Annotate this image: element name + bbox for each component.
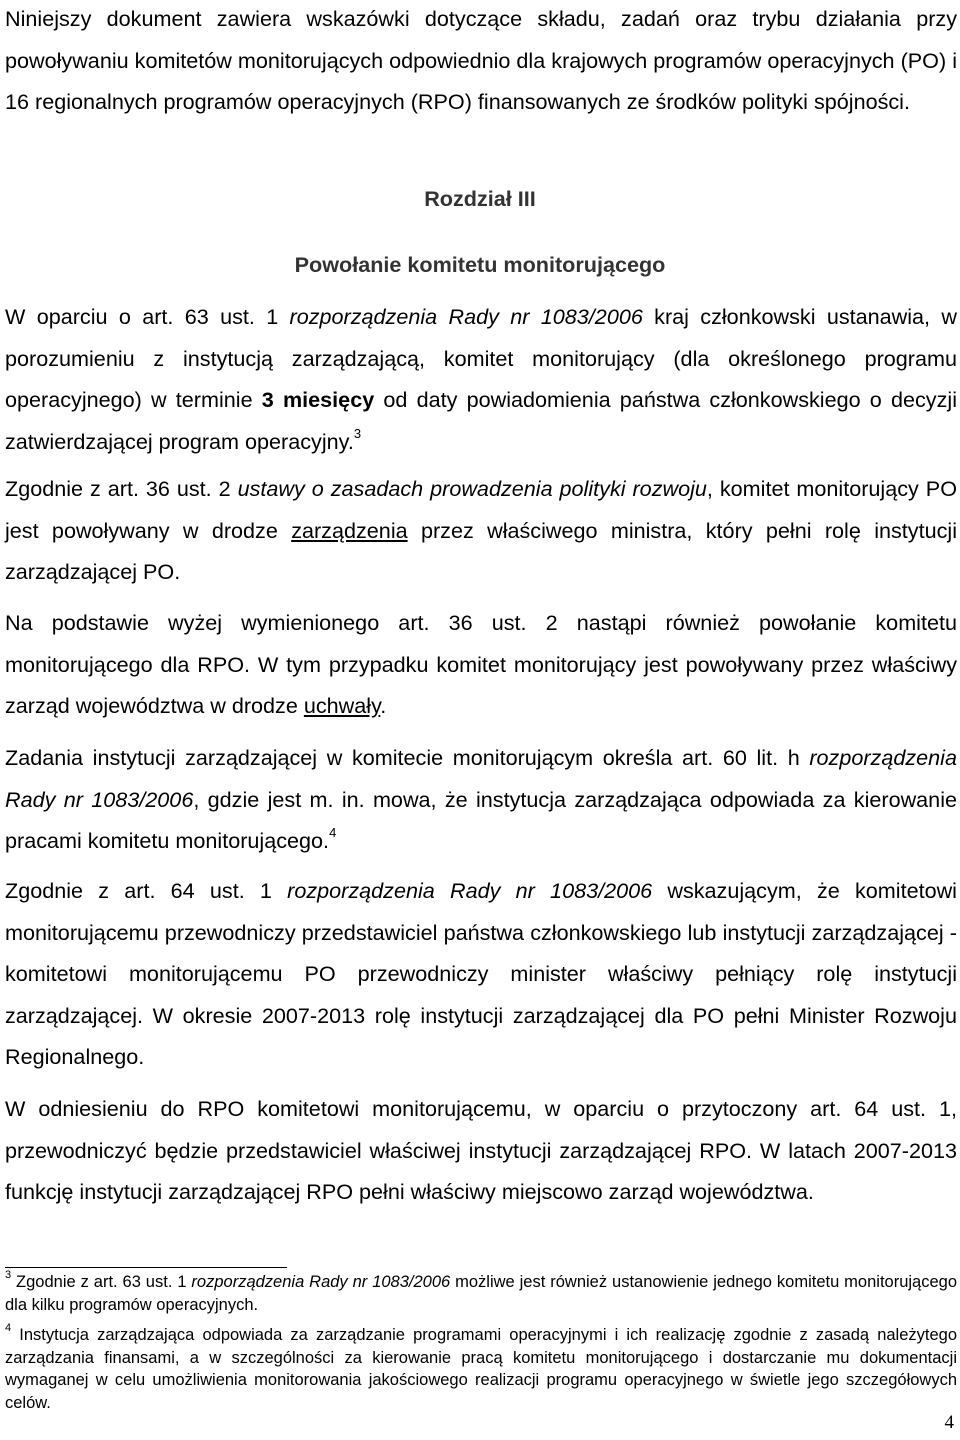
paragraph-4: Zadania instytucji zarządzającej w komitecie monitorującym określa art. 60 lit. h rozporządzenia Rady nr 1083/2006, gdzie jest m. in. mowa, że instytucja zarządzająca odpowiada za kierowanie pracami komitetu monitorującego.$^4$	[5, 745, 957, 853]
footnote-ref-4[interactable]: 4	[329, 825, 337, 840]
underlined-term: uchwały	[303, 693, 381, 718]
footnote-3: $^3$ Zgodnie z art. 63 ust. 1 rozporządzenia Rady nr 1083/2006 możliwe jest również ustanowienie jednego komitetu monitorującego dla kilku programów operacyjnych.	[5, 1269, 957, 1314]
footnote-separator	[5, 1267, 287, 1268]
regulation-reference: rozporządzenia Rady nr 1083/2006	[5, 745, 957, 812]
act-reference: ustawy o zasadach prowadzenia polityki rozwoju	[237, 476, 707, 501]
regulation-reference: rozporządzenia Rady nr 1083/2006	[289, 304, 643, 329]
deadline-emphasis: 3 miesięcy	[261, 387, 375, 412]
paragraph-1: W oparciu o art. 63 ust. 1 rozporządzenia Rady nr 1083/2006 kraj członkowski ustanawia, w porozumieniu z instytucją zarządzającą, komitet monitorujący (dla określonego programu operacyjnego) w terminie 3 miesięcy od daty powiadomienia państwa członkowskiego o decyzji zatwierdzającej program operacyjny.$^3$	[5, 304, 957, 454]
regulation-reference: rozporządzenia Rady nr 1083/2006	[287, 878, 653, 903]
chapter-title: Powołanie komitetu monitorującego	[294, 252, 666, 277]
paragraph-6: W odniesieniu do RPO komitetowi monitorującemu, w oparciu o przytoczony art. 64 ust. 1, przewodniczyć będzie przedstawiciel właściwej instytucji zarządzającej RPO. W latach 2007-2013 funkcję instytucji zarządzającej RPO pełni właściwy miejscowo zarząd województwa.	[5, 1096, 957, 1204]
page-number: 4	[944, 1412, 954, 1433]
footnote-ref-3[interactable]: 3	[353, 425, 362, 441]
intro-paragraph: Niniejszy dokument zawiera wskazówki dotyczące składu, zadań oraz trybu działania przy powoływaniu komitetów monitorujących odpowiednio dla krajowych programów operacyjnych (PO) i 16 regionalnych programów operacyjnych (RPO) finansowanych ze środków polityki spójności.	[5, 6, 957, 114]
paragraph-2: Zgodnie z art. 36 ust. 2 ustawy o zasadach prowadzenia polityki rozwoju, komitet monitorujący PO jest powoływany w drodze zarządzenia przez właściwego ministra, który pełni rolę instytucji zarządzającej PO.	[5, 476, 957, 584]
chapter-heading: Rozdział III	[424, 186, 536, 211]
underlined-term: zarządzenia	[291, 517, 408, 543]
footnote-4: $^4$ Instytucja zarządzająca odpowiada za zarządzanie programami operacyjnymi i ich realizację zgodnie z zasadą należytego zarządzania finansami, a w szczególności za kierowanie pracą komitetu monitorującego i dostarczanie mu dokumentacji wymaganej w celu umożliwienia monitorowania jakościowego realizacji programu operacyjnego w świetle jego szczegółowych celów.	[5, 1322, 957, 1412]
paragraph-5: Zgodnie z art. 64 ust. 1 rozporządzenia Rady nr 1083/2006 wskazującym, że komitetowi monitorującemu przewodniczy przedstawiciel państwa członkowskiego lub instytucji zarządzającej - komitetowi monitorującemu PO przewodniczy minister właściwy pełniący rolę instytucji zarządzającej. W okresie 2007-2013 rolę instytucji zarządzającej dla PO pełni Minister Rozwoju Regionalnego.	[5, 878, 957, 1069]
paragraph-3: Na podstawie wyżej wymienionego art. 36 ust. 2 nastąpi również powołanie komitetu monitorującego dla RPO. W tym przypadku komitet monitorujący jest powoływany przez właściwy zarząd województwa w drodze uchwały.	[5, 610, 957, 718]
